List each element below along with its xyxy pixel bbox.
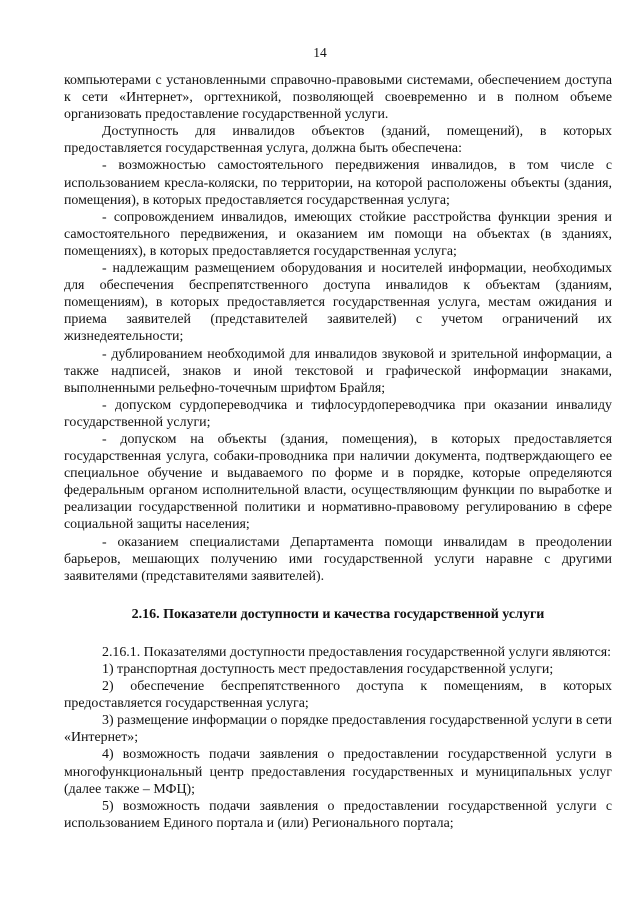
document-body: [64, 72, 612, 832]
indicator-item: 2) обеспечение беспрепятственного доступа к помещениям, в которых предоставляется государственная услуга;: [64, 679, 612, 712]
continuation-paragraph: компьютерами с установленными справочно-правовыми системами, обеспечением доступа к сети «Интернет», оргтехникой, позволяющей своевременно и в полном объеме организовать предоставление государственной услуги.: [64, 73, 612, 123]
indicator-item: 4) возможность подачи заявления о предоставлении государственной услуги в многофункциональный центр предоставления государственных и муниципальных услуг (далее также – МФЦ);: [64, 747, 612, 797]
accessibility-item: - допуском сурдопереводчика и тифлосурдопереводчика при оказании инвалиду государственной услуги;: [64, 397, 612, 430]
accessibility-item: - дублированием необходимой для инвалидов звуковой и зрительной информации, а также надписей, знаков и иной текстовой и графической информации знаками, выполненными рельефно-точечным шрифтом Брайля;: [64, 346, 612, 396]
accessibility-intro-paragraph: Доступность для инвалидов объектов (зданий, помещений), в которых предоставляется государственная услуга, должна быть обеспечена:: [64, 124, 612, 157]
section-heading: 2.16. Показатели доступности и качества государственной услуги: [131, 606, 545, 622]
accessibility-item: - надлежащим размещением оборудования и носителей информации, необходимых для обеспечения беспрепятственного доступа инвалидов к объектам (зданиям, помещениям), в которых предоставляется государственная услуга, местам ожидания и приема заявителей (представителей заявителей) с учетом ограничений их жизнедеятельности;: [64, 261, 612, 345]
accessibility-item: - допуском на объекты (здания, помещения), в которых предоставляется государственная услуга, собаки-проводника при наличии документа, подтверждающего ее специальное обучение и выдаваемого по форме и в порядке, которые определяются федеральным органом исполнительной власти, осуществляющим функции по выработке и реализации государственной политики и нормативно-правовому регулированию в сфере социальной защиты населения;: [64, 431, 612, 533]
accessibility-item: - оказанием специалистами Департамента помощи инвалидам в преодолении барьеров, мешающих получению ими государственной услуги наравне с другими заявителями (представителями заявителей).: [64, 534, 612, 584]
accessibility-item: - сопровождением инвалидов, имеющих стойкие расстройства функции зрения и самостоятельного передвижения, и оказанием им помощи на объектах (в зданиях, помещениях), в которых предоставляется государственная услуга;: [64, 209, 612, 259]
indicators-intro-paragraph: 2.16.1. Показателями доступности предоставления государственной услуги являются:: [102, 644, 612, 660]
page-number: 14: [313, 45, 327, 60]
indicator-item: 3) размещение информации о порядке предоставления государственной услуги в сети «Интернет»;: [64, 713, 612, 746]
accessibility-item: - возможностью самостоятельного передвижения инвалидов, в том числе с использованием кресла-коляски, по территории, на которой расположены объекты (здания, помещения), в которых предоставляется государственная услуга;: [64, 158, 612, 208]
indicator-item: 5) возможность подачи заявления о предоставлении государственной услуги с использованием Единого портала и (или) Регионального портала;: [64, 798, 612, 831]
indicator-item: 1) транспортная доступность мест предоставления государственной услуги;: [102, 662, 554, 677]
